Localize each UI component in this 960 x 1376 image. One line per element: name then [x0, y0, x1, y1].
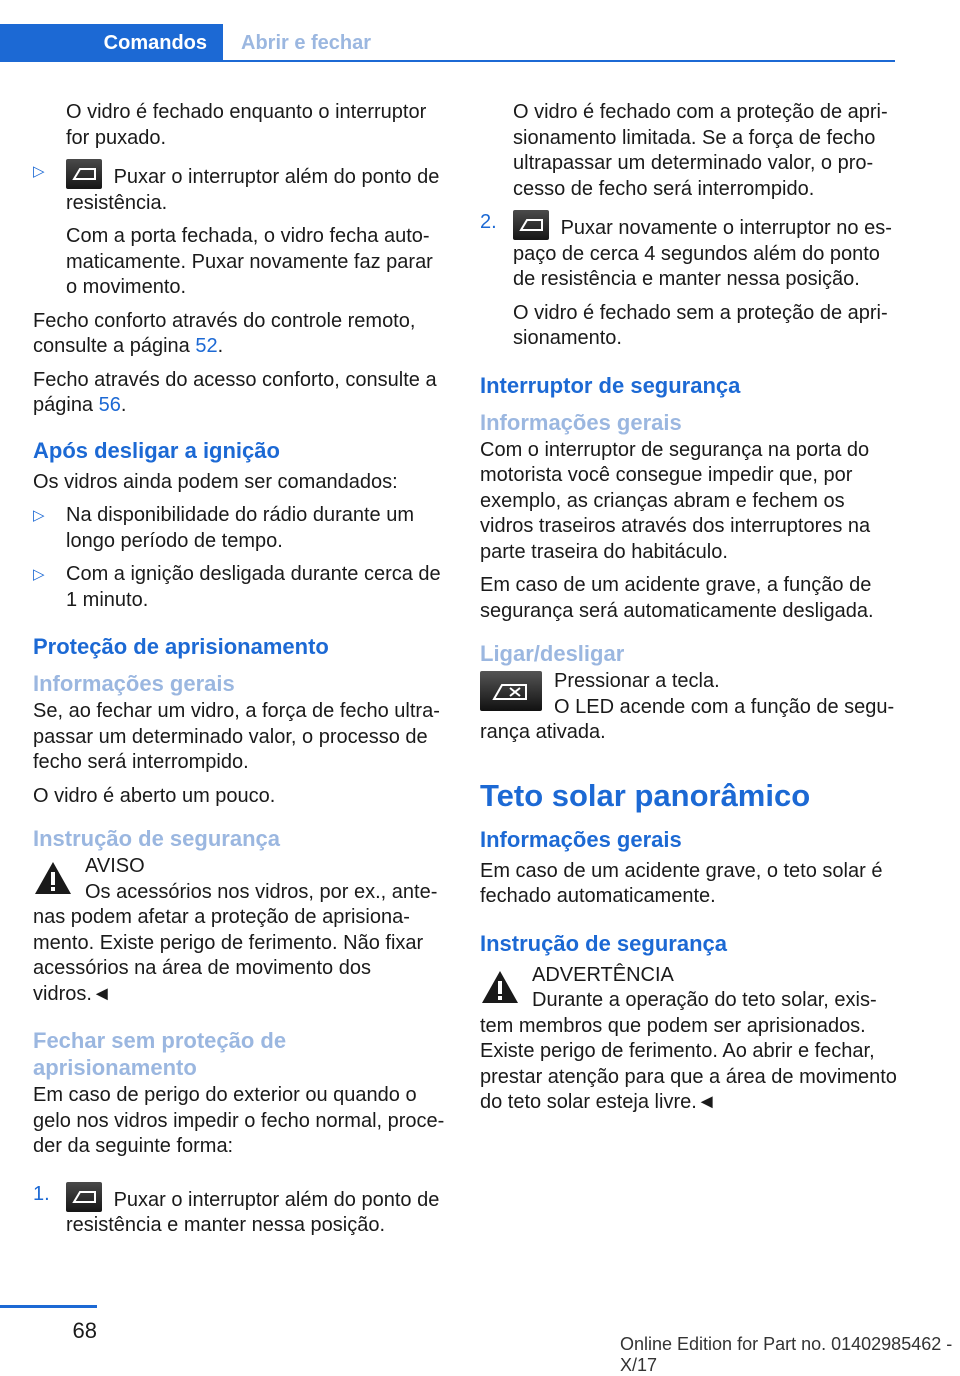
subsection-heading: Informações gerais: [480, 409, 682, 435]
list-item-text: Puxar novamente o interruptor no es-paço de cerca 4 segundos além do ponto de resistência e manter nessa posição.: [513, 217, 892, 290]
page-link[interactable]: 56: [98, 394, 121, 416]
window-switch-icon: [513, 210, 549, 240]
paragraph: O vidro é fechado com a proteção de apri-sionamento limitada. Se a força de fecho ultrapassar um determinado valor, o pro-cesso de fecho será interrompido.: [513, 101, 888, 200]
subsection-heading: Instrução de segurança: [33, 826, 280, 851]
triangle-bullet-icon: ▷: [33, 566, 45, 583]
paragraph: Com a porta fechada, o vidro fecha auto-maticamente. Puxar novamente faz parar o movimento.: [66, 225, 433, 298]
step-number: 1.: [33, 1182, 50, 1205]
list-item-text: Puxar o interruptor além do ponto de resistência.: [66, 166, 440, 214]
window-switch-icon: [66, 159, 102, 189]
section-heading: Instrução de segurança: [480, 930, 727, 956]
subsection-heading: Fechar sem proteção de aprisionamento: [33, 1028, 287, 1080]
left-column: [33, 100, 448, 1247]
warning-block: [480, 963, 898, 1116]
subsection-heading: Ligar/desligar: [480, 641, 625, 666]
paragraph: Os vidros ainda podem ser comandados:: [33, 470, 398, 493]
subsection-heading: Informações gerais: [33, 671, 235, 696]
text: Fecho através do acesso conforto, consulte a página: [33, 368, 437, 416]
paragraph: O vidro é fechado sem a proteção de apri-sionamento.: [513, 301, 888, 349]
warning-text: Durante a operação do teto solar, exis-tem membros que podem ser aprisionados. Existe perigo de ferimento. Ao abrir e fechar, prestar atenção para que a área de movimento do teto solar esteja livre.◄: [480, 989, 897, 1113]
paragraph: Em caso de um acidente grave, o teto solar é fechado automaticamente.: [480, 859, 883, 907]
tab-abrir-e-fechar[interactable]: Abrir e fechar: [241, 31, 372, 54]
header-divider: [223, 60, 895, 62]
triangle-bullet-icon: ▷: [33, 163, 45, 180]
paragraph: [33, 368, 448, 419]
list-item: [33, 159, 448, 301]
warning-title: ADVERTÊNCIA: [532, 963, 674, 986]
paragraph: Com o interruptor de segurança na porta do motorista você consegue impedir que, por exemplo, as crianças abram e fechem os vidros traseiros através dos interruptores na parte traseira do habitáculo.: [480, 438, 871, 563]
page-number: 68: [72, 1318, 97, 1343]
text: .: [120, 394, 127, 416]
warning-title: AVISO: [85, 855, 145, 877]
list-item: [480, 210, 898, 352]
list-item: [33, 562, 448, 613]
warning-text: Os acessórios nos vidros, por ex., ante-nas podem afetar a proteção de aprisiona-mento. Existe perigo de ferimento. Não fixar acessórios na área de movimento dos vidros.◄: [33, 880, 438, 1005]
triangle-bullet-icon: ▷: [33, 507, 45, 524]
list-item-text: Na disponibilidade do rádio durante um longo período de tempo.: [66, 504, 415, 552]
paragraph: Em caso de um acidente grave, a função de segurança será automaticamente desligada.: [480, 574, 874, 622]
right-column: [480, 100, 898, 1116]
warning-block: [33, 854, 448, 1007]
page-header: [0, 0, 895, 62]
list-item-text: Com a ignição desligada durante cerca de 1 minuto.: [66, 563, 441, 611]
warning-icon: [33, 860, 73, 896]
section-heading: Informações gerais: [480, 826, 682, 852]
edition-text: Online Edition for Part no. 01402985462 - X/17: [620, 1334, 953, 1375]
list-item: [33, 1182, 448, 1239]
paragraph: Em caso de perigo do exterior ou quando o gelo nos vidros impedir o fecho normal, proce-der da seguinte forma:: [33, 1084, 445, 1157]
paragraph: Se, ao fechar um vidro, a força de fecho ultra-passar um determinado valor, o processo de fecho será interrompido.: [33, 700, 440, 773]
text: Fecho conforto através do controle remoto, consulte a página: [33, 309, 416, 357]
instruction-text: O LED acende com a função de segu-rança ativada.: [480, 695, 895, 743]
section-heading: Proteção de aprisionamento: [33, 634, 329, 659]
paragraph: O vidro é aberto um pouco.: [33, 784, 276, 807]
chapter-heading: Teto solar panorâmico: [480, 777, 811, 813]
tab-comandos[interactable]: Comandos: [0, 24, 223, 62]
paragraph: O vidro é fechado enquanto o interruptor for puxado.: [66, 101, 427, 149]
step-number: 2.: [480, 211, 497, 233]
list-item: [33, 503, 448, 554]
switch-instruction: [480, 669, 898, 746]
page-link[interactable]: 52: [195, 335, 218, 357]
text: .: [217, 335, 224, 357]
window-lock-button-icon: [480, 671, 542, 711]
section-heading: Interruptor de segurança: [480, 372, 741, 398]
section-heading: Após desligar a ignição: [33, 437, 280, 463]
footer-divider: [0, 1305, 97, 1308]
paragraph: [33, 309, 448, 360]
warning-icon: [480, 969, 520, 1005]
window-switch-icon: [66, 1182, 102, 1212]
list-item-text: Puxar o interruptor além do ponto de resistência e manter nessa posição.: [66, 1188, 440, 1236]
instruction-text: Pressionar a tecla.: [554, 670, 720, 692]
